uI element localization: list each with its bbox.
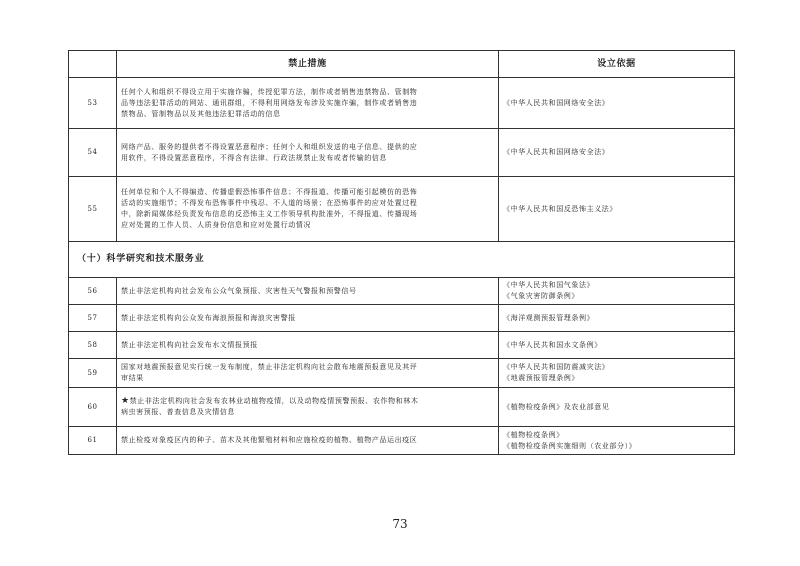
measure-line: 禁止非法定机构向社会发布公众气象预报、灾害性天气警报和预警信号	[121, 286, 357, 295]
row-number: 61	[69, 427, 117, 455]
row-number: 59	[69, 359, 117, 388]
row-number: 54	[69, 129, 117, 177]
basis-line: 《植物检疫条例》及农业部意见	[503, 402, 610, 411]
measure-line: 品等违法犯罪活动的网站、通讯群组，不得利用网络发布涉及实施诈骗，制作或者销售违	[121, 98, 418, 107]
restriction-table	[68, 50, 735, 455]
row-number: 58	[69, 332, 117, 359]
basis-line: 《地震预报管理条例》	[503, 374, 579, 382]
legal-basis	[499, 129, 735, 177]
measure-line: 病虫害预报、普查信息及灾情信息	[121, 408, 235, 416]
row-number: 53	[69, 78, 117, 129]
table-row-59	[69, 359, 735, 388]
prohibited-measure	[117, 129, 499, 177]
table-row-61	[69, 427, 735, 455]
basis-line: 《植物检疫条例》	[503, 430, 564, 439]
legal-basis	[499, 177, 735, 242]
measure-line: 任何单位和个人不得编造、传播虚假恐怖事件信息；不得报道、传播可能引起模仿的恐怖	[121, 188, 418, 196]
section-title: （十）科学研究和技术服务业	[69, 242, 735, 278]
page-number: 73	[392, 517, 408, 531]
legal-basis	[499, 78, 735, 129]
basis-line: 《中华人民共和国网络安全法》	[503, 98, 610, 107]
table-row-55	[69, 177, 735, 242]
legal-basis	[499, 278, 735, 305]
table-row-60	[69, 388, 735, 427]
measure-line: 中，除新闻媒体经负责发布信息的反恐怖主义工作领导机构批准外，不得报道、传播现场	[121, 210, 418, 218]
legal-basis	[499, 359, 735, 388]
measure-line: 国家对地震预报意见实行统一发布制度，禁止非法定机构向社会散布地震预报意见及其评	[121, 363, 418, 371]
prohibited-measure	[117, 278, 499, 305]
measure-line: 活动的实施细节；不得发布恐怖事件中残忍、不人道的场景；在恐怖事件的应对处置过程	[121, 199, 418, 207]
basis-line: 《气象灾害防御条例》	[503, 292, 579, 300]
measure-line: 审结果	[121, 374, 144, 382]
header-legal-basis: 设立依据	[499, 51, 735, 78]
table-row-58	[69, 332, 735, 359]
star-mark: ★	[121, 396, 130, 406]
row-number: 55	[69, 177, 117, 242]
prohibited-measure	[117, 305, 499, 332]
table-row-54	[69, 129, 735, 177]
section-row	[69, 242, 735, 278]
prohibited-measure	[117, 359, 499, 388]
prohibited-measure	[117, 332, 499, 359]
measure-line: 应对处置的工作人员、人质身份信息和应对处置行动情况	[121, 221, 311, 229]
measure-line: 禁止非法定机构向公众发布海浪预报和海浪灾害警报	[121, 313, 296, 322]
header-number-column	[69, 51, 117, 78]
table-row-53	[69, 78, 735, 129]
table-header-row	[69, 51, 735, 78]
prohibited-measure	[117, 177, 499, 242]
basis-line: 《植物检疫条例实施细则（农业部分）》	[503, 441, 637, 450]
measure-line: 禁止非法定机构向社会发布水文情报预报	[121, 340, 258, 349]
basis-line: 《海洋观测预报管理条例》	[503, 313, 595, 322]
measure-line: 用软件，不得设置恶意程序，不得含有法律、行政法规禁止发布或者传输的信息	[121, 153, 387, 162]
basis-line: 《中华人民共和国网络安全法》	[503, 148, 610, 156]
measure-line: 禁止检疫对象疫区内的种子、苗木及其他繁殖材料和应施检疫的植物、植物产品运出疫区	[121, 436, 418, 444]
row-number: 56	[69, 278, 117, 305]
legal-basis	[499, 332, 735, 359]
measure-line: 禁物品、管制物品以及其他违法犯罪活动的信息	[121, 109, 281, 118]
basis-line: 《中华人民共和国水文条例》	[503, 340, 602, 349]
header-prohibited-measures: 禁止措施	[117, 51, 499, 78]
legal-basis	[499, 388, 735, 427]
basis-line: 《中华人民共和国反恐怖主义法》	[503, 204, 617, 213]
basis-line: 《中华人民共和国气象法》	[503, 281, 595, 289]
table-row-57	[69, 305, 735, 332]
measure-text: 禁止非法定机构向社会发布农林业动植物疫情，以及动物疫情预警预报、农作物和林木	[129, 397, 419, 405]
measure-line: 网络产品、服务的提供者不得设置恶意程序；任何个人和组织发送的电子信息、提供的应	[121, 142, 418, 151]
basis-line: 《中华人民共和国防震减灾法》	[503, 363, 610, 371]
prohibited-measure	[117, 78, 499, 129]
measure-line	[121, 396, 494, 407]
row-number: 60	[69, 388, 117, 427]
table-row-56	[69, 278, 735, 305]
measure-line: 任何个人和组织不得设立用于实施诈骗，传授犯罪方法，制作或者销售违禁物品、管制物	[121, 87, 418, 96]
prohibited-measure	[117, 427, 499, 455]
legal-basis	[499, 305, 735, 332]
row-number: 57	[69, 305, 117, 332]
legal-basis	[499, 427, 735, 455]
prohibited-measure	[117, 388, 499, 427]
